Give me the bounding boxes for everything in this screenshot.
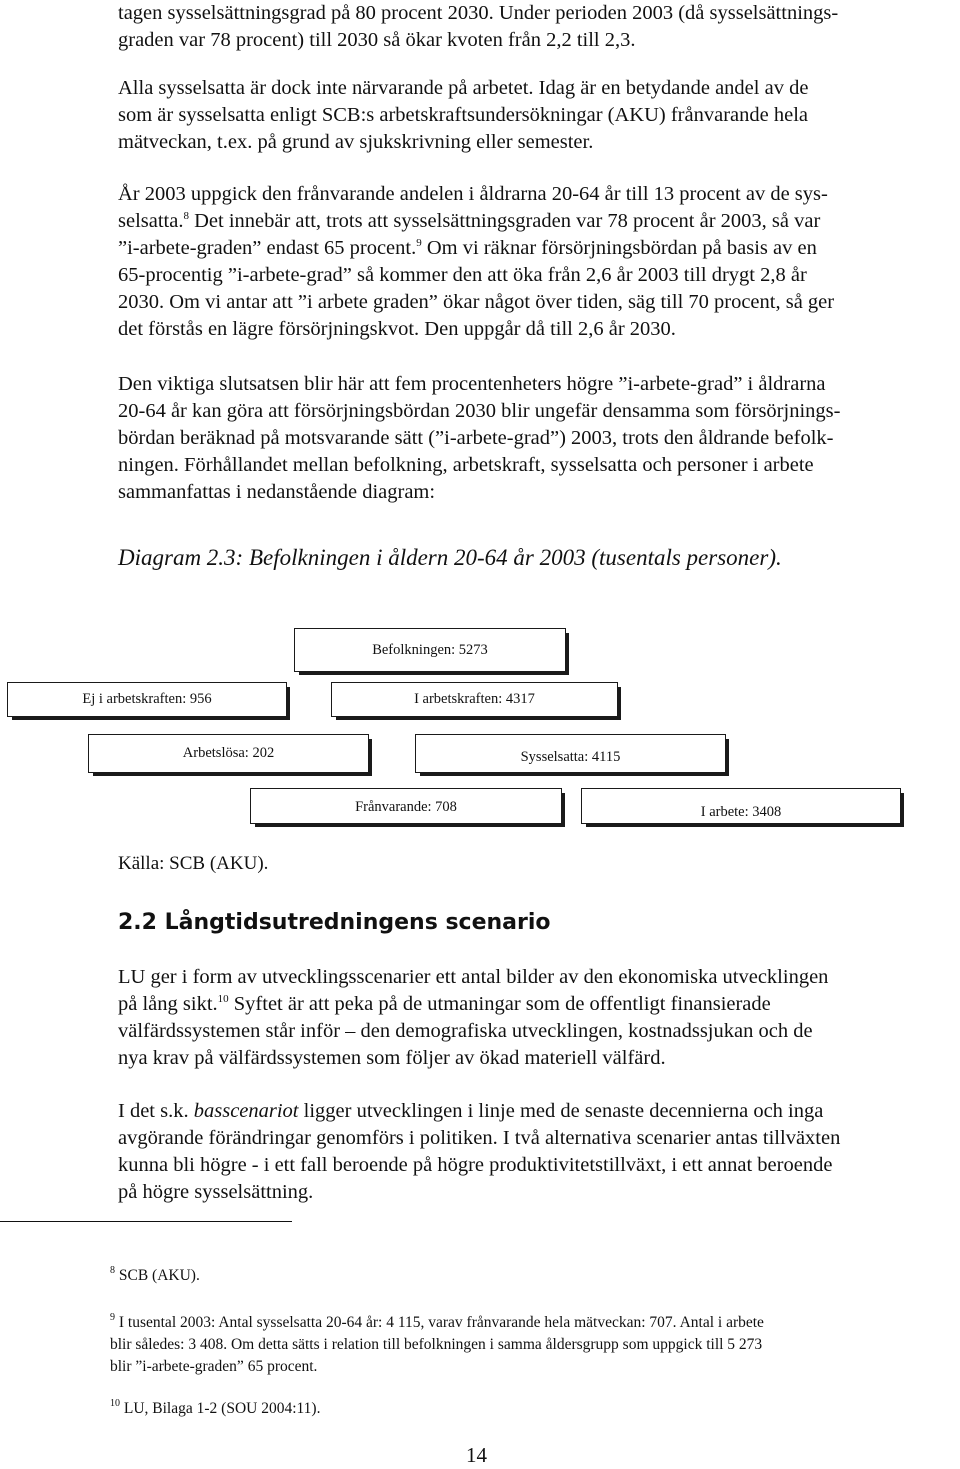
node-label: Befolkningen: 5273 [372,642,488,658]
paragraph-conclusion [118,371,960,506]
footnote-ref-9[interactable]: 9 [416,237,422,249]
page-number: 14 [466,1443,487,1467]
node-label: I arbetskraften: 4317 [414,691,535,707]
text-line: avgörande förändringar genomförs i politiken. I två alternativa scenarier antas tillväxten [118,1127,841,1149]
italic-term: basscenariot [193,1100,299,1122]
text-line: tagen sysselsättningsgrad på 80 procent 2030. Under perioden 2003 (då sysselsättnings- [118,2,839,24]
footnote-line: blir ”i-arbete-graden” 65 procent. [110,1358,318,1375]
text-line: ”i-arbete-graden” endast 65 procent.$^9$ Om vi räknar försörjningsbördan på basis av en [118,237,817,259]
text-line: Alla sysselsatta är dock inte närvarande på arbetet. Idag är en betydande andel av de [118,77,809,99]
text-line: 20-64 år kan göra att försörjningsbördan 2030 blir ungefär densamma som försörjnings- [118,400,841,422]
text-line: 2030. Om vi antar att ”i arbete graden” ökar något över tiden, säg till 70 procent, så ger [118,291,835,313]
footnote-ref-8[interactable]: 8 [183,210,189,222]
paragraph-base-scenario [118,1098,960,1206]
section-heading: 2.2 Långtidsutredningens scenario [118,910,551,935]
text-line: nya krav på välfärdssystemen som följer av ökad materiell välfärd. [118,1047,666,1069]
text-line: selsatta.$^8$ Det innebär att, trots att sysselsättningsgraden var 78 procent år 2003, så var [118,210,821,232]
node-in-labour-force [331,682,618,717]
text-line: LU ger i form av utvecklingsscenarier ett antal bilder av den ekonomiska utvecklingen [118,966,829,988]
text-line: År 2003 uppgick den frånvarande andelen i åldrarna 20-64 år till 13 procent av de sys- [118,183,828,205]
text-line: på lång sikt.$^{10}$ Syftet är att peka på de utmaningar som de offentligt finansierade [118,993,771,1015]
text-line: på högre sysselsättning. [118,1181,314,1203]
population-hierarchy-diagram [0,620,960,840]
text-line: välfärdssystemen står inför – den demografiska utvecklingen, kostnadssjukan och de [118,1020,813,1042]
paragraph-absence [118,75,960,156]
text-line: graden var 78 procent) till 2030 så ökar kvoten från 2,2 till 2,3. [118,29,636,51]
paragraph-scenarios [118,964,960,1072]
node-unemployed [88,734,369,773]
node-at-work [581,788,901,824]
node-label: Arbetslösa: 202 [182,745,275,761]
node-label: Frånvarande: 708 [355,799,457,815]
text-line: ningen. Förhållandet mellan befolkning, arbetskraft, sysselsatta och personer i arbete [118,454,814,476]
footnote-separator [0,1221,292,1222]
text-line: det förstås en lägre försörjningskvot. Den uppgår då till 2,6 år 2030. [118,318,676,340]
node-label: Ej i arbetskraften: 956 [82,691,212,707]
text-line: I det s.k. basscenariot ligger utvecklingen i linje med de senaste decennierna och inga [118,1100,824,1122]
text-line: kunna bli högre - i ett fall beroende på högre produktivitetstillväxt, i ett annat beroende [118,1154,833,1176]
footnote-ref-10[interactable]: 10 [217,993,229,1005]
node-population [294,628,566,672]
node-label: I arbete: 3408 [700,804,782,820]
text-line: 65-procentig ”i-arbete-grad” så kommer den att öka från 2,6 år 2003 till drygt 2,8 år [118,264,807,286]
diagram-caption: Diagram 2.3: Befolkningen i åldern 20-64 år 2003 (tusentals personer). [118,545,782,570]
source-note: Källa: SCB (AKU). [118,853,269,874]
footnote-line: $^8$ SCB (AKU). [110,1265,200,1284]
footnote-8 [110,1265,960,1287]
paragraph-absence-2003 [118,181,960,343]
text-line: sammanfattas i nedanstående diagram: [118,481,436,503]
footnote-line: blir således: 3 408. Om detta sätts i relation till befolkningen i samma åldersgrupp som uppgick till 5 273 [110,1336,763,1353]
footnote-line: $^9$ I tusental 2003: Antal sysselsatta 20-64 år: 4 115, varav frånvarande hela mätveckan: 707. Antal i arbete [110,1312,764,1331]
node-employed [415,734,726,773]
text-line: Den viktiga slutsatsen blir här att fem procentenheters högre ”i-arbete-grad” i åldrarna [118,373,826,395]
footnote-line: $^{10}$ LU, Bilaga 1-2 (SOU 2004:11). [110,1398,321,1417]
text-line: som är sysselsatta enligt SCB:s arbetskraftsundersökningar (AKU) frånvarande hela [118,104,808,126]
node-absent [250,788,562,824]
node-label: Sysselsatta: 4115 [520,749,621,765]
text-line: bördan beräknad på motsvarande sätt (”i-arbete-grad”) 2003, trots den åldrande befolk- [118,427,834,449]
footnote-10 [110,1398,960,1420]
footnote-9 [110,1312,960,1378]
paragraph-intro [118,0,960,54]
text-line: mätveckan, t.ex. på grund av sjukskrivning eller semester. [118,131,594,153]
node-not-in-labour-force [7,682,287,717]
